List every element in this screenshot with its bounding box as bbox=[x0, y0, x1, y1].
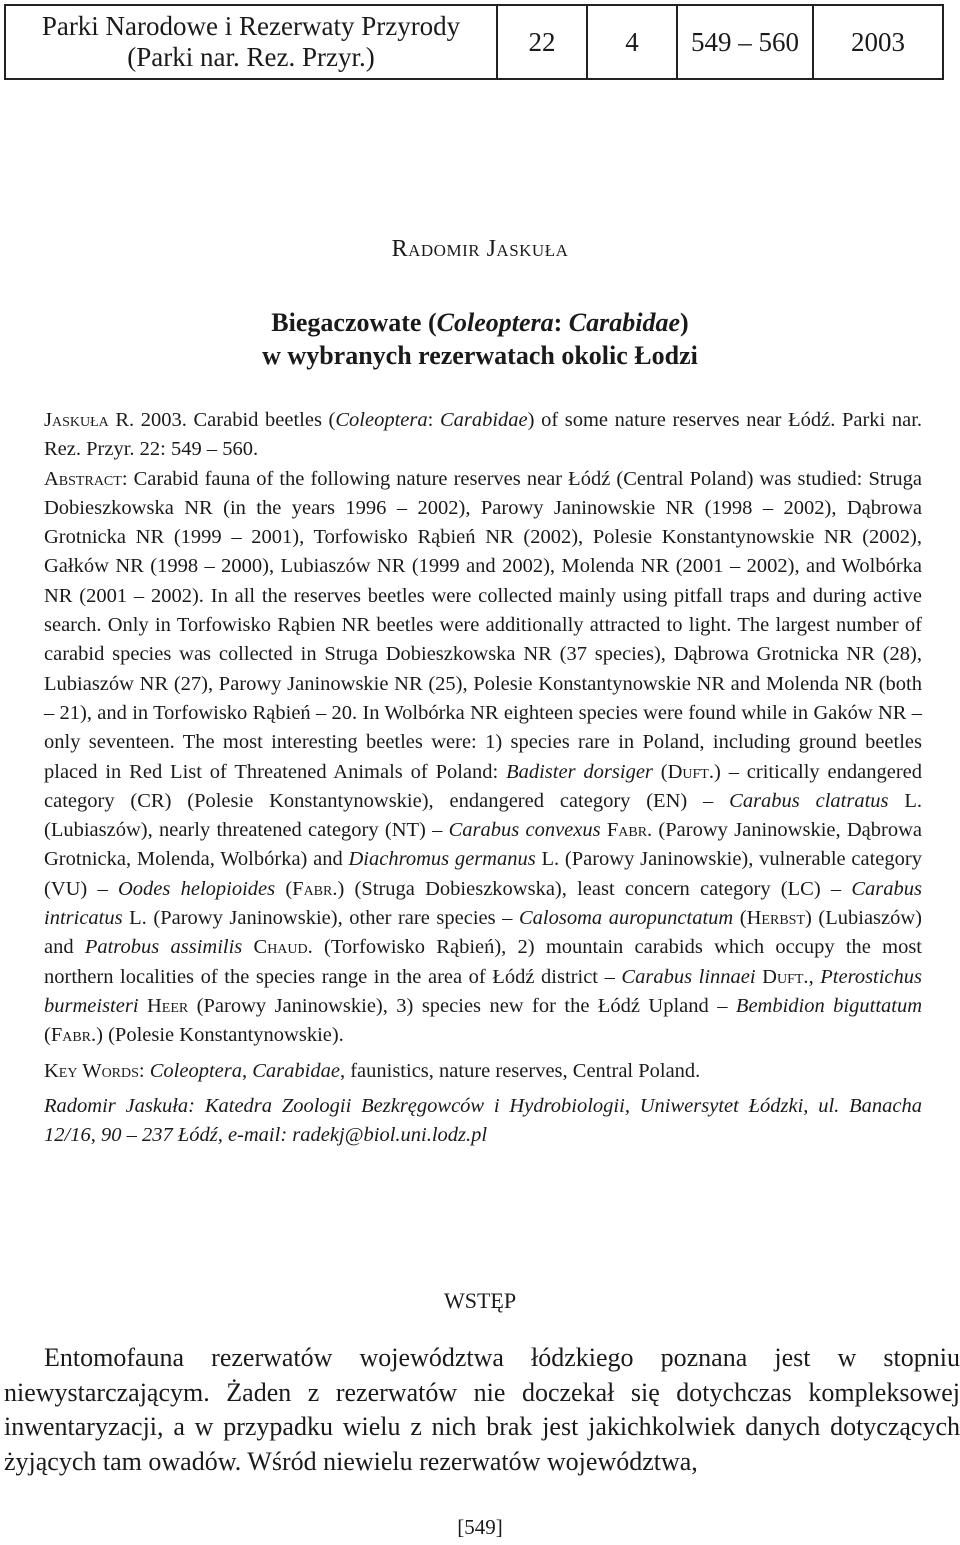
key-words-label: Key Words: bbox=[44, 1059, 145, 1082]
species-name: Calosoma auropunctatum bbox=[518, 907, 734, 930]
species-authority: Fabr. bbox=[292, 877, 338, 900]
species-authority: Chaud. bbox=[253, 936, 313, 959]
introduction-paragraph bbox=[4, 1341, 960, 1479]
volume-cell: 22 bbox=[497, 5, 587, 79]
species-name: Badister dorsiger bbox=[506, 760, 653, 783]
species-name: Carabus linnaei bbox=[621, 965, 756, 988]
journal-name: Parki Narodowe i Rezerwaty Przyrody bbox=[41, 11, 461, 41]
species-authority: Duft. bbox=[762, 965, 809, 988]
species-name: Carabus clatratus bbox=[729, 789, 889, 812]
journal-abbreviation: (Parki nar. Rez. Przyr.) bbox=[127, 42, 375, 72]
species-name: Diachromus germanus bbox=[348, 848, 536, 871]
species-name: Carabus convexus bbox=[448, 819, 601, 842]
species-authority: Duft. bbox=[667, 760, 714, 783]
species-authority: Fabr. bbox=[50, 1024, 97, 1047]
abstract: Abstract: Carabid fauna of the following nature reserves near Łódź (Central Poland) was studied: Struga Dobieszkowska NR (in the years 1996 – 2002), Parowy Janinowskie NR (1998 – 2002), Dąbrowa Grotnicka NR (1999 – 2001), Torfowisko Rąbień NR (2002), Polesie Konstantynowskie NR (2002), Gałków NR (1998 – 2000), Lubiaszów NR (1999 and 2002), Molenda NR (2001 – 2002), and Wolbórka NR (2001 – 2002). In all the reserves beetles were collected mainly using pitfall traps and during active search. Only in Torfowisko Rąbien NR beetles were additionally attracted to light. The largest number of carabid species was collected in Struga Dobieszkowska NR (37 species), Dąbrowa Grotnicka NR (28), Lubiaszów NR (27), Parowy Janinowskie NR (25), Polesie Konstantynowskie NR and Molenda NR (both – 21), and in Torfowisko Rąbień – 20. In Wolbórka NR eighteen species were found while in Gaków NR – only seventeen. The most interesting beetles were: 1) species rare in Poland, including ground beetles placed in Red List of Threatened Animals of Poland: Badister dorsiger (Duft.) – critically endangered category (CR) (Polesie Konstantynowskie), endangered category (EN) – Carabus clatratus L. (Lubiaszów), nearly threatened category (NT) – Carabus convexus Fabr. (Parowy Janinowskie, Dąbrowa Grotnicka, Molenda, Wolbórka) and Diachromus germanus L. (Parowy Janinowskie), vulnerable category (VU) – Oodes helopioides (Fabr.) (Struga Dobieszkowska), least concern category (LC) – Carabus intricatus L. (Parowy Janinowskie), other rare species – Calosoma auropunctatum (Herbst) (Lubiaszów) and Patrobus assimilis Chaud. (Torfowisko Rąbień), 2) mountain carabids which occupy the most northern localities of the species range in the area of Łódź district – Carabus linnaei Duft., Pterostichus burmeisteri Heer (Parowy Janinowskie), 3) species new for the Łódź Upland – Bembidion biguttatum (Fabr.) (Polesie Konstantynowskie). bbox=[44, 467, 923, 1047]
author-address: Radomir Jaskuła: Katedra Zoologii Bezkręgowców i Hydrobiologii, Uniwersytet Łódzki, ul. Banacha 12/16, 90 – 237 Łódź, e-mail: radekj@biol.uni.lodz.pl bbox=[44, 1094, 922, 1147]
section-heading: WSTĘP bbox=[443, 1288, 517, 1313]
abstract-block bbox=[44, 406, 922, 1150]
key-words: Key Words: Coleoptera, Carabidae, faunistics, nature reserves, Central Poland. bbox=[44, 1059, 701, 1082]
species-name: Pterostichus burmeisteri bbox=[44, 965, 923, 1017]
species-authority: Herbst bbox=[746, 907, 805, 930]
species-authority: Fabr. bbox=[606, 819, 653, 842]
page-number: [549] bbox=[457, 1515, 503, 1539]
year-cell: 2003 bbox=[813, 5, 943, 79]
species-name: Patrobus assimilis bbox=[84, 936, 243, 959]
author-heading: Radomir Jaskuła bbox=[391, 236, 569, 262]
abstract-label: Abstract: bbox=[44, 467, 128, 490]
article-title bbox=[0, 306, 960, 372]
pages-cell: 549 – 560 bbox=[677, 5, 813, 79]
journal-name-cell bbox=[5, 5, 497, 79]
journal-header-table bbox=[4, 4, 944, 80]
citation-author: Jaskuła bbox=[44, 409, 109, 431]
article-title-line1: Biegaczowate (Coleoptera: Carabidae) bbox=[271, 308, 689, 337]
body-text: Entomofauna rezerwatów województwa łódzkiego poznana jest w stopniu niewystarczającym. Żaden z rezerwatów nie doczekał się dotychczas kompleksowej inwentaryzacji, a w przypadku wielu z nich brak jest jakichkolwiek danych dotyczących żyjących tam owadów. Wśród niewielu rezerwatów województwa, bbox=[4, 1343, 960, 1476]
article-title-line2: w wybranych rezerwatach okolic Łodzi bbox=[262, 341, 698, 370]
species-name: Carabus intricatus bbox=[44, 877, 922, 930]
species-name: Oodes helopioides bbox=[117, 877, 276, 900]
citation: Jaskuła R. 2003. Carabid beetles (Coleoptera: Carabidae) of some nature reserves near Łódź. Parki nar. Rez. Przyr. 22: 549 – 560. bbox=[44, 409, 923, 461]
species-authority: Heer bbox=[146, 994, 189, 1017]
species-name: Bembidion biguttatum bbox=[735, 994, 923, 1017]
issue-cell: 4 bbox=[587, 5, 677, 79]
